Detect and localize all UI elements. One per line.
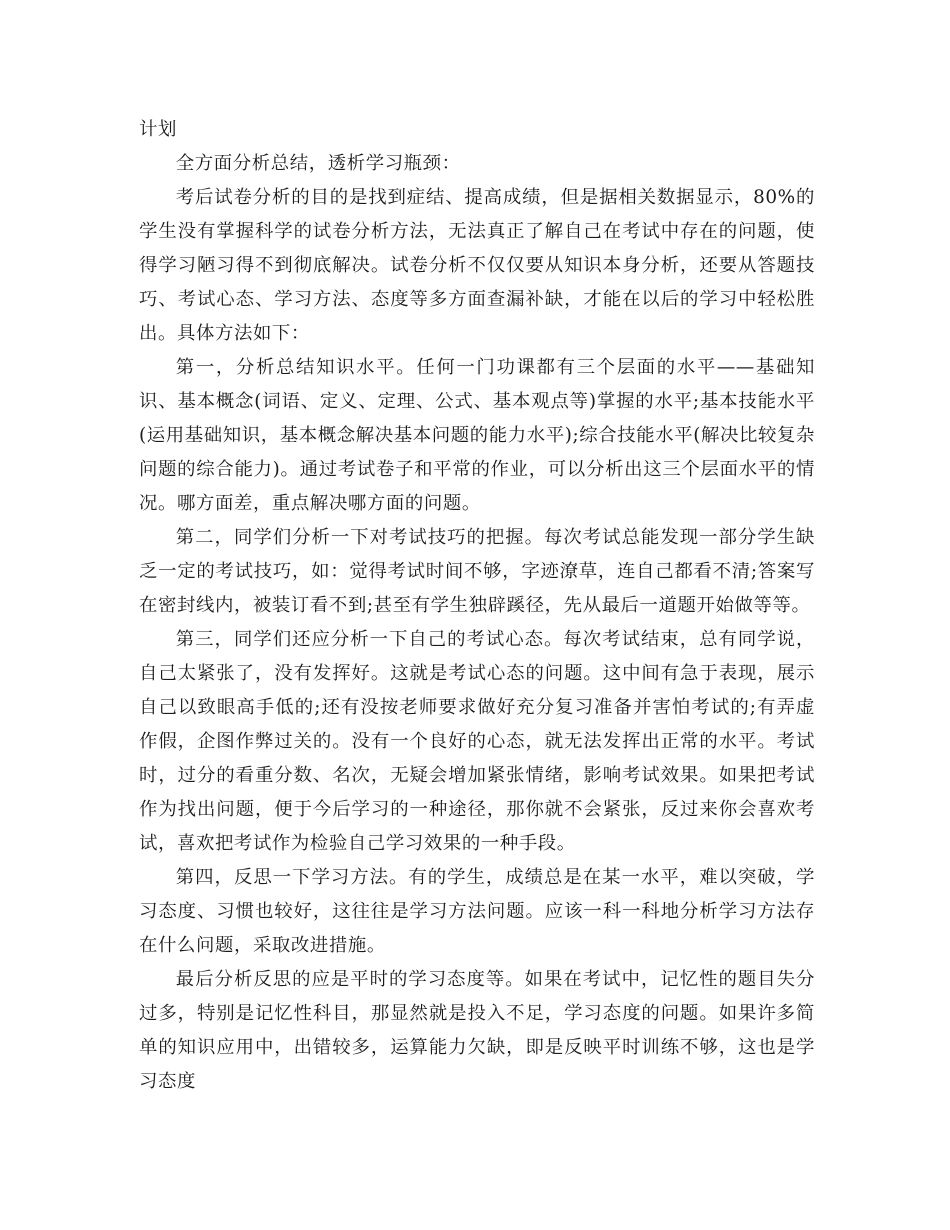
paragraph-last: 最后分析反思的应是平时的学习态度等。如果在考试中，记忆性的题目失分过多，特别是记忆性科目，那显然就是投入不足，学习态度的问题。如果许多简单的知识应用中，出错较多，运算能力欠缺，即是反映平时训练不够，这也是学习态度 <box>139 969 815 1092</box>
document-body <box>139 113 815 1099</box>
paragraph-intro: 考后试卷分析的目的是找到症结、提高成绩，但是据相关数据显示，80%的学生没有掌握科学的试卷分析方法，无法真正了解自己在考试中存在的问题，使得学习陋习得不到彻底解决。试卷分析不仅仅要从知识本身分析，还要从答题技巧、考试心态、学习方法、态度等多方面查漏补缺，才能在以后的学习中轻松胜出。具体方法如下： <box>139 187 815 344</box>
top-fragment-text: 计划 <box>139 119 177 140</box>
paragraph-second: 第二，同学们分析一下对考试技巧的把握。每次考试总能发现一部分学生缺乏一定的考试技巧，如：觉得考试时间不够，字迹潦草，连自己都看不清;答案写在密封线内，被装订看不到;甚至有学生独辟蹊径，先从最后一道题开始做等等。 <box>139 527 815 616</box>
paragraph-first: 第一，分析总结知识水平。任何一门功课都有三个层面的水平——基础知识、基本概念(词语、定义、定理、公式、基本观点等)掌握的水平;基本技能水平(运用基础知识，基本概念解决基本问题的能力水平);综合技能水平(解决比较复杂问题的综合能力)。通过考试卷子和平常的作业，可以分析出这三个层面水平的情况。哪方面差，重点解决哪方面的问题。 <box>139 357 815 514</box>
section-heading: 全方面分析总结，透析学习瓶颈： <box>175 153 461 174</box>
paragraph-third: 第三，同学们还应分析一下自己的考试心态。每次考试结束，总有同学说，自己太紧张了，没有发挥好。这就是考试心态的问题。这中间有急于表现，展示自己以致眼高手低的;还有没按老师要求做好充分复习准备并害怕考试的;有弄虚作假，企图作弊过关的。没有一个良好的心态，就无法发挥出正常的水平。考试时，过分的看重分数、名次，无疑会增加紧张情绪，影响考试效果。如果把考试作为找出问题，便于今后学习的一种途径，那你就不会紧张，反过来你会喜欢考试，喜欢把考试作为检验自己学习效果的一种手段。 <box>139 629 815 854</box>
paragraph-fourth: 第四，反思一下学习方法。有的学生，成绩总是在某一水平，难以突破，学习态度、习惯也较好，这往往是学习方法问题。应该一科一科地分析学习方法存在什么问题，采取改进措施。 <box>139 867 815 956</box>
